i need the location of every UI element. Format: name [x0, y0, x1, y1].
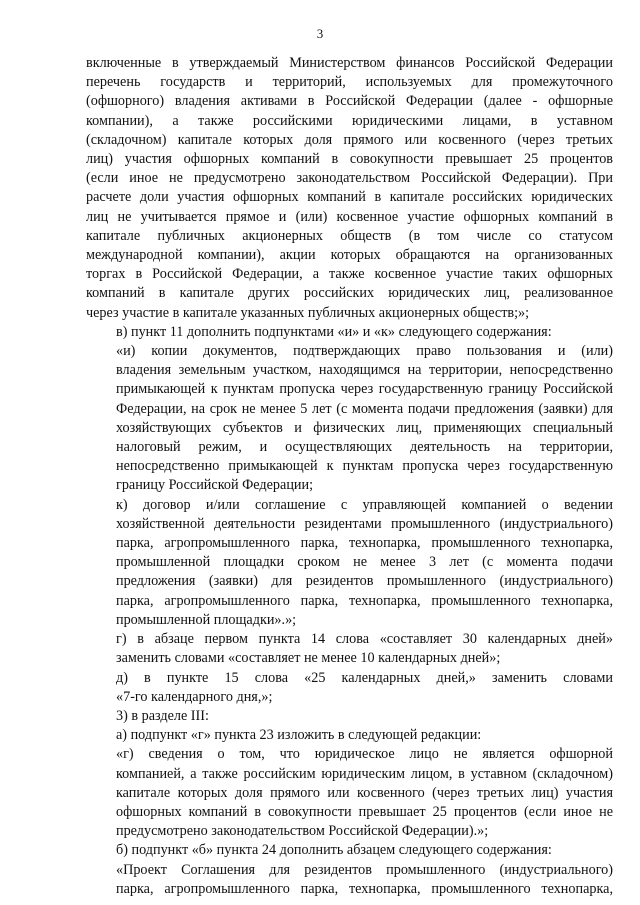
text-line: парка, агропромышленного парка, технопарка, промышленного технопарка, [116, 880, 613, 897]
document-paragraph [86, 630, 613, 668]
text-line: «и) копии документов, подтверждающих право пользования и (или) [116, 343, 613, 360]
document-paragraph [86, 861, 613, 899]
text-line: г) в абзаце первом пункта 14 слова «составляет 30 календарных дней» [116, 631, 613, 648]
document-paragraph [86, 745, 613, 841]
text-line: парка, агропромышленного парка, технопарка, промышленного технопарка, [116, 592, 613, 609]
text-line: капитале которых доля прямого или косвенного (через третьих лиц) участия [116, 784, 613, 801]
text-line: парка, агропромышленного парка, технопарка, промышленного технопарка, [116, 535, 613, 552]
page-number: 3 [316, 26, 324, 41]
document-paragraph [86, 496, 613, 630]
text-line: (офшорного) владения активами в Российской Федерации (далее - офшорные [86, 93, 613, 110]
text-line: международной компании), акции которых обращаются на организованных [86, 247, 613, 264]
document-paragraph [86, 726, 613, 745]
text-line: капитале публичных акционерных обществ (в том числе со статусом [86, 227, 613, 244]
document-paragraph [86, 54, 613, 323]
text-line: а) подпункт «г» пункта 23 изложить в следующей редакции: [116, 727, 482, 744]
text-line: в) пункт 11 дополнить подпунктами «и» и «к» следующего содержания: [116, 323, 552, 340]
document-paragraph [86, 841, 613, 860]
document-paragraph [86, 323, 613, 342]
text-line: налоговый режим, и осуществляющих деятельность на территории, [116, 439, 613, 456]
text-line: промышленной площадки».»; [116, 611, 297, 628]
text-line: лиц) участия офшорных компаний в совокупности превышает 25 процентов [86, 151, 613, 168]
text-line: примыкающей к пунктам пропуска через государственную границу Российской [116, 381, 613, 398]
text-line: лиц не учитывается прямое и (или) косвенное участие офшорных компаний в [86, 208, 613, 225]
text-line: непосредственно примыкающей к пунктам пропуска через государственную [116, 458, 613, 475]
text-line: «Проект Соглашения для резидентов промышленного (индустриального) [116, 861, 613, 878]
text-line: 3) в разделе III: [116, 707, 209, 724]
text-line: хозяйствующих субъектов и физических лиц, применяющих специальный [116, 419, 613, 436]
document-paragraph [86, 669, 613, 707]
text-line: промышленной площадки сроком не менее 3 лет (с момента подачи [116, 554, 613, 571]
document-paragraph [86, 342, 613, 496]
text-line: к) договор и/или соглашение с управляющей компанией о ведении [116, 496, 613, 513]
text-line: границу Российской Федерации; [116, 477, 314, 494]
text-line: д) в пункте 15 слова «25 календарных дней,» заменить словами [116, 669, 613, 686]
text-line: включенные в утверждаемый Министерством финансов Российской Федерации [86, 55, 613, 71]
text-line: компанией, а также российским юридическим лицом, в уставном (складочном) [116, 765, 613, 782]
text-line: б) подпункт «б» пункта 24 дополнить абзацем следующего содержания: [116, 842, 552, 859]
text-line: через участие в капитале указанных публичных акционерных обществ;»; [86, 304, 530, 321]
text-line: владения земельным участком, находящимся на территории, непосредственно [116, 362, 613, 379]
document-paragraph [86, 707, 613, 726]
text-line: Федерации, на срок не менее 5 лет (с момента подачи предложения (заявки) для [116, 400, 613, 417]
text-line: компаний в капитале других российских юридических лиц, реализованное [86, 285, 613, 302]
text-line: хозяйственной деятельности резидентами промышленного (индустриального) [116, 515, 613, 532]
text-line: «7-го календарного дня,»; [116, 688, 273, 705]
text-line: заменить словами «составляет не менее 10 календарных дней»; [116, 650, 501, 667]
text-line: расчете доли участия офшорных компаний в капитале российских юридических [86, 189, 613, 206]
text-line: торгах в Российской Федерации, а также косвенное участие таких офшорных [86, 266, 613, 283]
text-line: офшорных компаний в совокупности превышает 25 процентов (если иное не [116, 803, 613, 820]
document-body [86, 54, 613, 899]
text-line: предусмотрено законодательством Российской Федерации).»; [116, 823, 489, 840]
text-line: (складочном) капитале которых доля прямого или косвенного (через третьих [86, 131, 613, 148]
text-line: (если иное не предусмотрено законодательством Российской Федерации). При [86, 170, 613, 187]
text-line: компании), а также российскими юридическими лицами, в уставном [86, 112, 613, 129]
text-line: «г) сведения о том, что юридическое лицо не является офшорной [116, 746, 613, 763]
text-line: перечень государств и территорий, используемых для промежуточного [86, 74, 613, 91]
text-line: предложения (заявки) для резидентов промышленного (индустриального) [116, 573, 613, 590]
